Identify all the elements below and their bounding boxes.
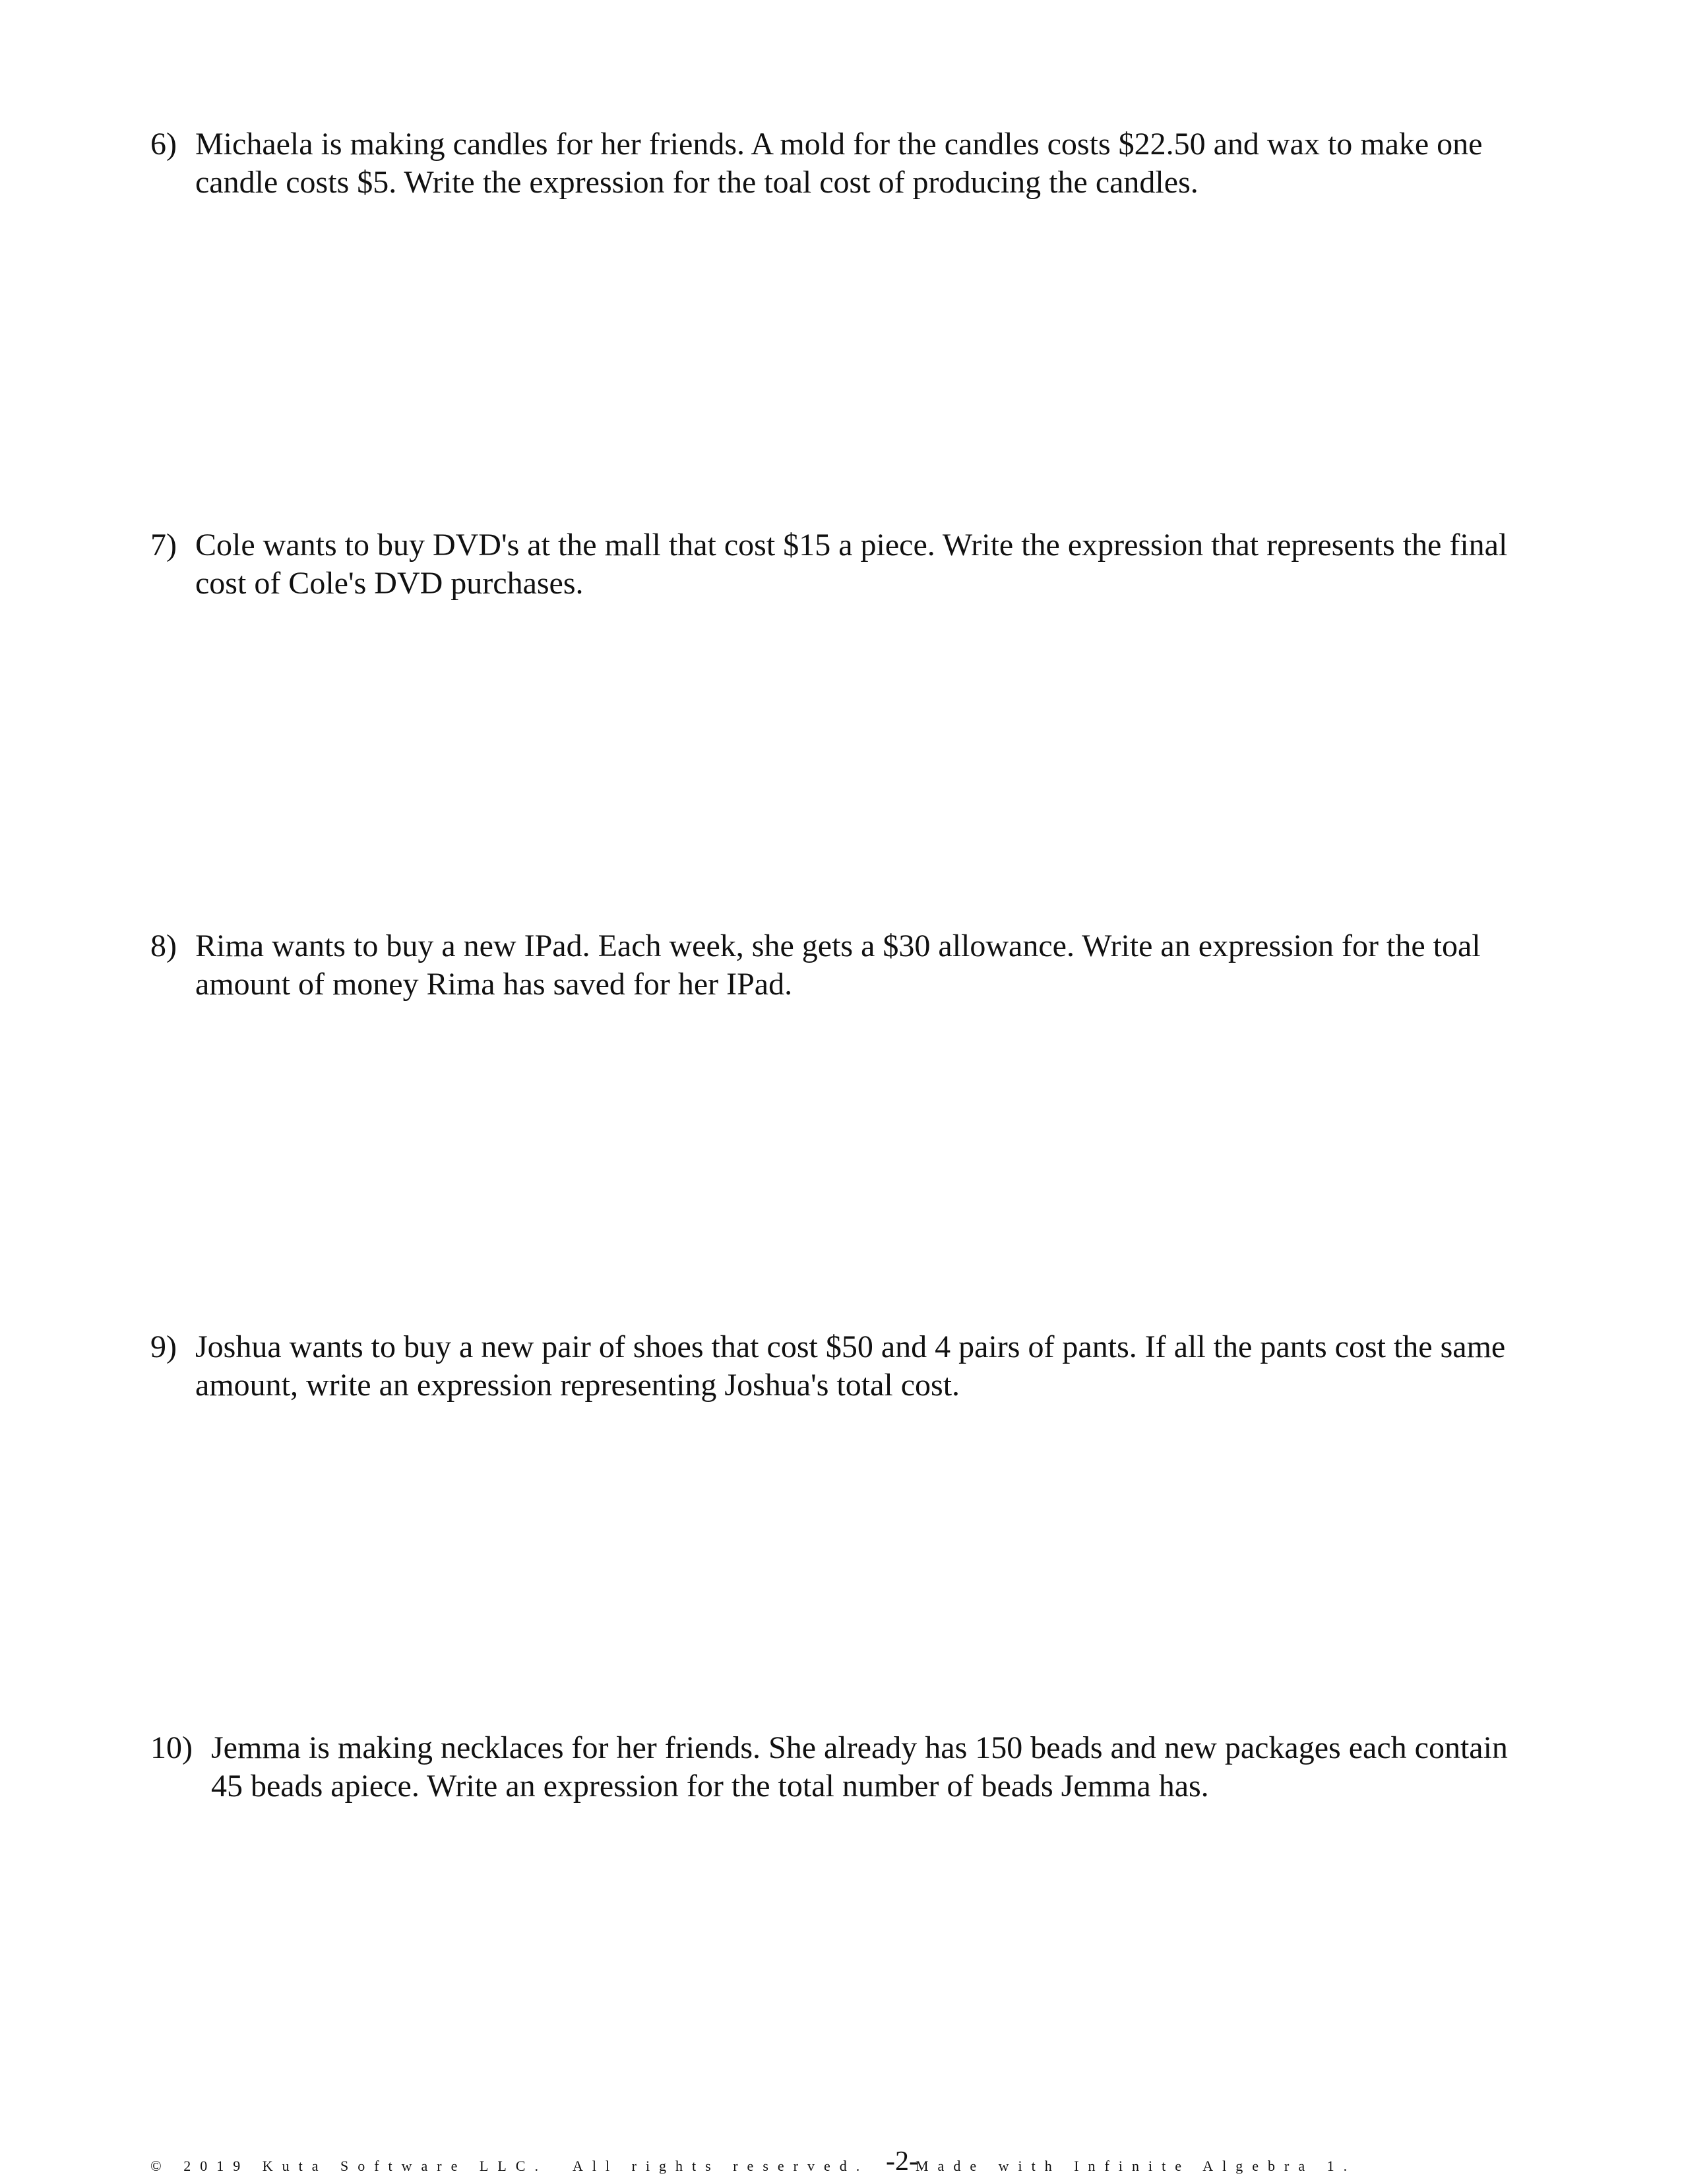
page-number: -2-	[886, 2146, 918, 2177]
rights-notice: All rights reserved.	[573, 2158, 869, 2174]
problem-8	[150, 927, 1536, 1004]
page-footer	[150, 2144, 1536, 2184]
problem-number: 6)	[150, 127, 177, 162]
problem-number: 7)	[150, 528, 177, 562]
problem-text: Joshua wants to buy a new pair of shoes that cost $50 and 4 pairs of pants. If all the pants cost the same amount, write an expression representing Joshua's total cost.	[195, 1329, 1506, 1403]
problem-number: 8)	[150, 928, 177, 963]
problem-text: Rima wants to buy a new IPad. Each week, she gets a $30 allowance. Write an expression for the toal amount of money Rima has saved for her IPad.	[195, 928, 1481, 1002]
problem-7	[150, 526, 1536, 603]
problem-6	[150, 125, 1536, 202]
problem-text: Cole wants to buy DVD's at the mall that cost $15 a piece. Write the expression that represents the final cost of Cole's DVD purchases.	[195, 528, 1508, 601]
problem-10	[150, 1729, 1536, 1805]
copyright-notice: © 2019 Kuta Software LLC.	[150, 2158, 547, 2174]
problem-text: Michaela is making candles for her friends. A mold for the candles costs $22.50 and wax to make one candle costs $5. Write the expression for the toal cost of producing the candles.	[195, 127, 1483, 200]
problem-number: 10)	[150, 1730, 193, 1765]
problem-text: Jemma is making necklaces for her friends. She already has 150 beads and new packages each contain 45 beads apiece. Write an expression for the total number of beads Jemma has.	[211, 1730, 1508, 1804]
made-with-notice: Made with Infinite Algebra 1.	[916, 2158, 1357, 2174]
problem-number: 9)	[150, 1329, 177, 1364]
problem-9	[150, 1328, 1536, 1405]
